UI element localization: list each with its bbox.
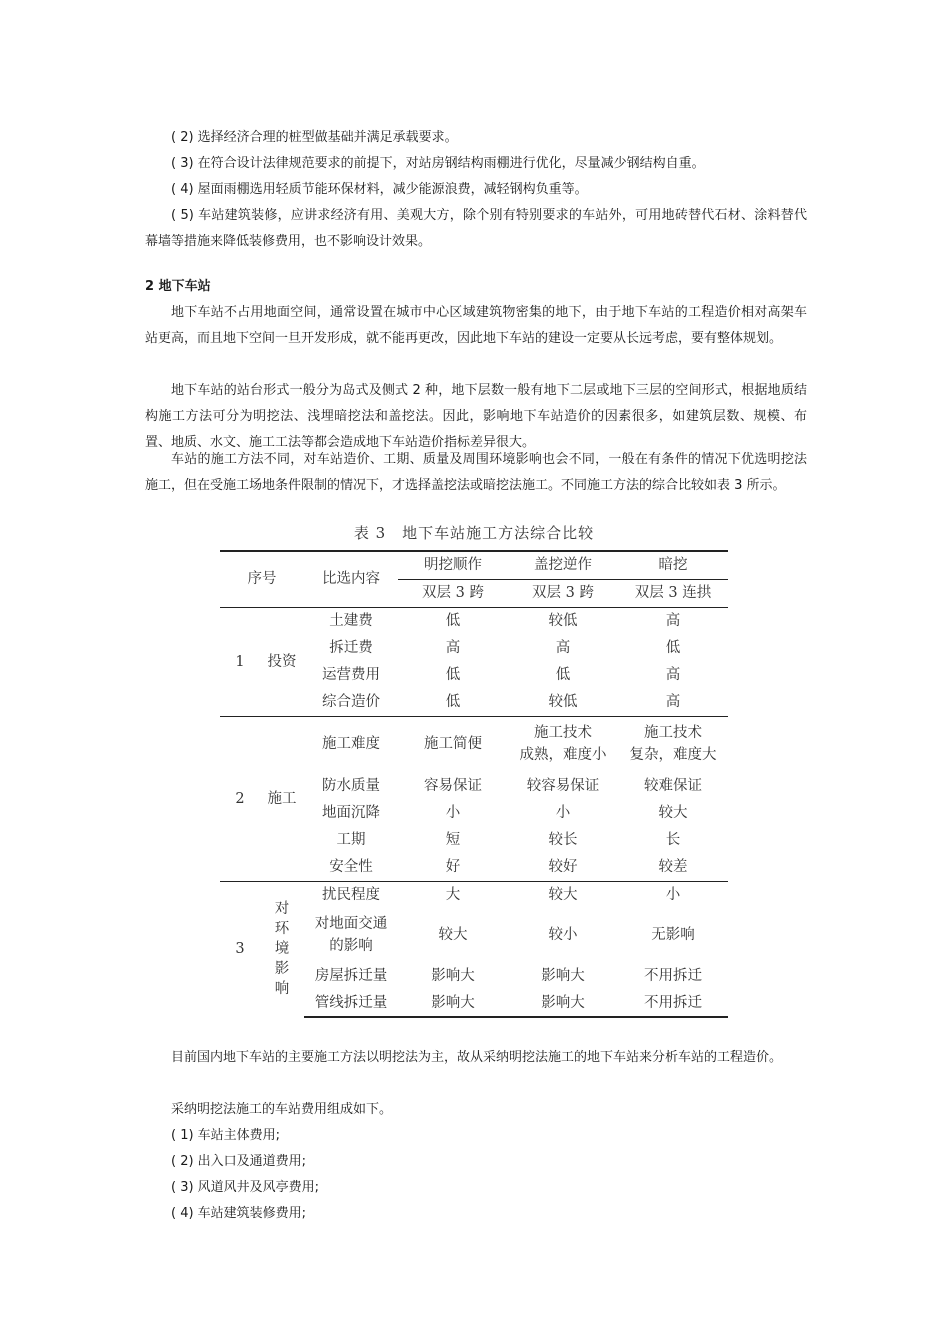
header-content: 比选内容 [304,551,398,607]
table-caption: 表 3 地下车站施工方法综合比较 [353,524,595,542]
cell: 容易保证 [424,777,482,794]
group-seq: 2 [220,716,260,881]
cell: 较差 [658,858,688,875]
cell: 较容易保证 [526,777,600,794]
cell: 无影响 [651,927,695,943]
row-item: 施工难度 [304,716,398,772]
cell: 长 [665,831,681,848]
cost-item-2: ( 2) 出入口及通道费用; [171,1154,307,1169]
header-span-mining: 双层 3 连拱 [634,585,712,601]
row-item: 管线拆迁量 [304,989,398,1017]
row-item: 工期 [336,831,366,848]
cell: 施工简便 [398,716,508,772]
cell: 影响大 [541,967,585,984]
cell: 短 [445,831,461,848]
list-item-5: ( 5) 车站建筑装修，应讲求经济有用、美观大方，除个别有特别要求的车站外，可用地砖替代石材、涂料替代幕墙等措施来降低装修费用，也不影响设计效果。 [145,208,807,249]
cell: 影响大 [431,967,475,984]
cell: 低 [398,607,508,634]
paragraph-platform: 地下车站的站台形式一般分为岛式及侧式 2 种，地下层数一般有地下二层或地下三层的空间形式，根据地质结构施工方法可分为明挖法、浅埋暗挖法和盖挖法。因此，影响地下车站造价的因素很多，如建筑层数、规模、布置、地质、水文、施工工法等都会造成地下车站造价指标差异很大。 [145,383,807,450]
cost-item-3: ( 3) 风道风井及风亭费用; [171,1180,320,1195]
cell: 高 [555,639,571,656]
cell: 高 [445,639,461,656]
row-item: 地面沉降 [322,804,380,821]
cell: 施工技术 复杂，难度大 [618,716,728,772]
cell: 较小 [548,927,578,943]
cell: 较低 [548,693,578,710]
list-item-3: ( 3) 在符合设计法律规范要求的前提下，对站房钢结构雨棚进行优化，尽量减少钢结构自重。 [171,156,705,171]
header-method-mining: 暗挖 [618,551,728,579]
row-item: 拆迁费 [329,639,373,656]
cost-item-4: ( 4) 车站建筑装修费用; [171,1206,307,1221]
cell: 高 [665,693,681,710]
row-item: 综合造价 [322,693,380,710]
group-name: 投资 [260,607,304,716]
cell: 影响大 [398,989,508,1017]
group-name-text: 对环境影响 [274,900,290,997]
cell: 低 [445,666,461,683]
header-method-cover-cut: 盖挖逆作 [508,551,618,579]
group-name: 施工 [260,716,304,881]
cell: 较难保证 [644,777,702,794]
paragraph-methods: 车站的施工方法不同，对车站造价、工期、质量及周围环境影响也会不同，一般在有条件的情况下优选明挖法施工，但在受施工场地条件限制的情况下，才选择盖挖法或暗挖法施工。不同施工方法的综合比较如表 3 所示。 [145,452,807,493]
row-item: 安全性 [329,858,373,875]
cell: 施工技术 成熟，难度小 [508,716,618,772]
header-span-open-cut: 双层 3 跨 [422,585,484,601]
row-item: 对地面交通 的影响 [314,916,388,954]
cell: 较好 [548,858,578,875]
header-seq: 序号 [220,551,304,607]
paragraph-cost-intro: 采纳明挖法施工的车站费用组成如下。 [171,1102,393,1117]
cell: 影响大 [508,989,618,1017]
cell: 较大 [508,881,618,908]
paragraph-conclusion: 目前国内地下车站的主要施工方法以明挖法为主，故从采纳明挖法施工的地下车站来分析车站的工程造价。 [171,1050,783,1065]
cell: 低 [555,666,571,683]
cell: 较大 [658,804,688,821]
row-item: 防水质量 [322,777,380,794]
cell: 小 [445,804,461,821]
cell: 高 [618,607,728,634]
group-seq: 1 [220,607,260,716]
cell: 较大 [438,927,468,943]
cell: 较低 [508,607,618,634]
list-item-4: ( 4) 屋面雨棚选用轻质节能环保材料，减少能源浪费，减轻钢构负重等。 [171,182,588,197]
group-seq: 3 [220,881,260,1017]
cell: 较长 [548,831,578,848]
header-method-open-cut: 明挖顺作 [398,551,508,579]
row-item: 运营费用 [322,666,380,683]
cell: 低 [665,639,681,656]
paragraph-intro: 地下车站不占用地面空间，通常设置在城市中心区域建筑物密集的地下，由于地下车站的工程造价相对高架车站更高，而且地下空间一旦开发形成，就不能再更改，因此地下车站的建设一定要从长远考虑，要有整体规划。 [145,305,807,346]
cell: 大 [398,881,508,908]
cost-item-1: ( 1) 车站主体费用; [171,1128,281,1143]
row-item: 土建费 [304,607,398,634]
comparison-table [220,550,728,1018]
row-item: 房屋拆迁量 [314,967,388,984]
cell: 不用拆迁 [644,967,702,984]
group-name [260,881,304,1017]
cell: 好 [445,858,461,875]
header-span-cover-cut: 双层 3 跨 [532,585,594,601]
cell: 高 [665,666,681,683]
section-heading: 2 地下车站 [145,279,211,294]
cell: 不用拆迁 [618,989,728,1017]
cell: 低 [445,693,461,710]
list-item-2: ( 2) 选择经济合理的桩型做基础并满足承载要求。 [171,130,458,145]
row-item: 扰民程度 [304,881,398,908]
cell: 小 [618,881,728,908]
cell: 小 [555,804,571,821]
